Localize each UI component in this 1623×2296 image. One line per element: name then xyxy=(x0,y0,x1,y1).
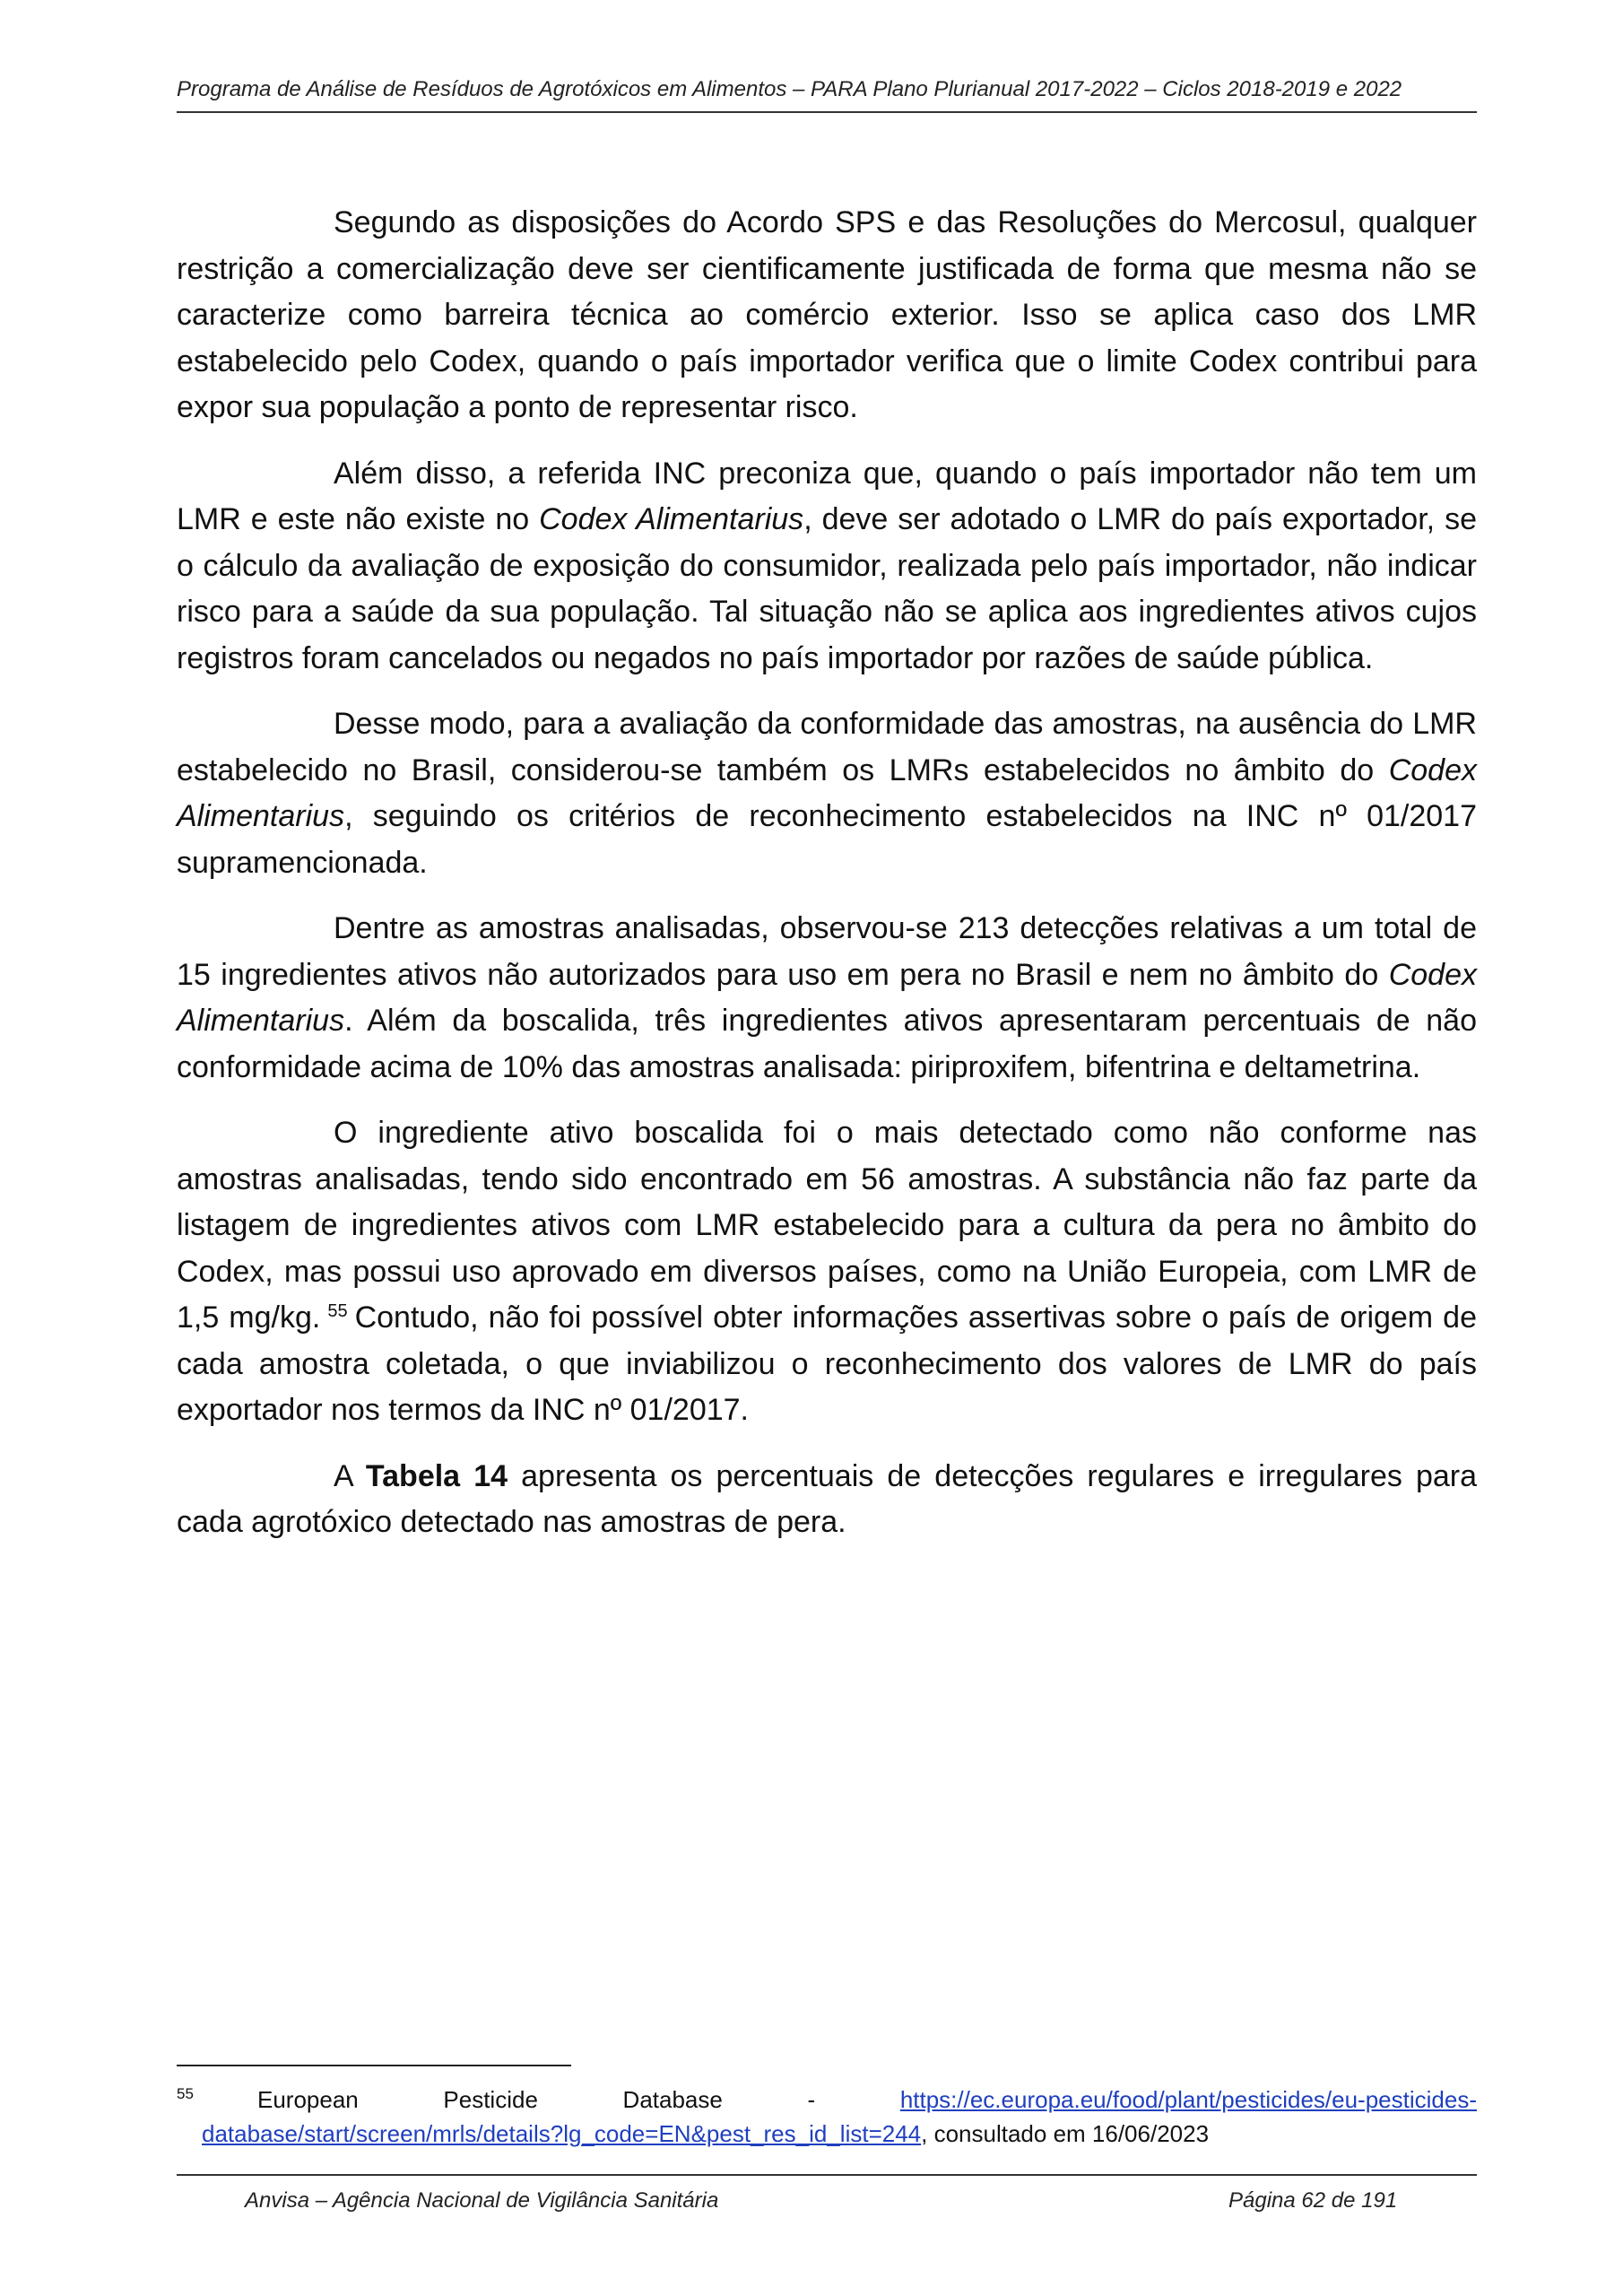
paragraph-4-text-a: Dentre as amostras analisadas, observou-se 213 detecções relativas a um total de 15 ingredientes ativos não autorizados para uso em pera no Brasil e nem no âmbito do xyxy=(177,911,1477,992)
paragraph-1-text: Segundo as disposições do Acordo SPS e das Resoluções do Mercosul, qualquer restrição a comercialização deve ser cientificamente justificada de forma que mesma não se caracterize como barreira técnica ao comércio exterior. Isso se aplica caso dos LMR estabelecido pelo Codex, quando o país importador verifica que o limite Codex contribui para expor sua população a ponto de representar risco. xyxy=(177,205,1477,424)
footnote-word-2: Pesticide xyxy=(443,2086,538,2113)
footnote-link-part-1[interactable]: https://ec.europa.eu/food/plant/pesticides/eu-pesticides- xyxy=(899,2086,1477,2113)
footnote-divider xyxy=(177,2065,571,2066)
paragraph-3-italic: Codex Alimentarius xyxy=(177,752,1477,833)
paragraph-2 xyxy=(177,451,1477,683)
footnote-number: 55 xyxy=(177,2085,194,2102)
paragraph-4-text-b: . Além da boscalida, três ingredientes ativos apresentaram percentuais de não conformidade acima de 10% das amostras analisada: piriproxifem, bifentrina e deltametrina. xyxy=(177,1004,1477,1084)
paragraph-3 xyxy=(177,701,1477,886)
body-text xyxy=(177,200,1477,1566)
paragraph-5-text-b: Contudo, não foi possível obter informações assertivas sobre o país de origem de cada amostra coletada, o que inviabilizou o reconhecimento dos valores de LMR do país exportador nos termos da INC nº 01/2017. xyxy=(177,1300,1477,1427)
paragraph-6-text-a: A xyxy=(334,1458,366,1493)
footnote-word-1: European xyxy=(257,2086,359,2113)
footer-divider xyxy=(177,2174,1477,2176)
paragraph-3-text-a: Desse modo, para a avaliação da conformidade das amostras, na ausência do LMR estabelecido no Brasil, considerou-se também os LMRs estabelecidos no âmbito do xyxy=(177,707,1477,787)
paragraph-1 xyxy=(177,200,1477,431)
footnote-word-3: Database xyxy=(622,2086,723,2113)
footnote-dash: - xyxy=(807,2086,816,2113)
paragraph-2-text-a: Além disso, a referida INC preconiza que, quando o país importador não tem um LMR e este não existe no xyxy=(177,456,1477,536)
paragraph-2-italic: Codex Alimentarius xyxy=(539,502,804,536)
footnote-suffix: , consultado em 16/06/2023 xyxy=(921,2120,1210,2147)
table-reference: Tabela 14 xyxy=(365,1458,508,1493)
header-divider xyxy=(177,111,1477,113)
footnote xyxy=(177,2083,1477,2151)
paragraph-5-text-a: O ingrediente ativo boscalida foi o mais detectado como não conforme nas amostras analisadas, tendo sido encontrado em 56 amostras. A substância não faz parte da listagem de ingredientes ativos com LMR estabelecido para a cultura da pera no âmbito do Codex, mas possui uso aprovado em diversos países, como na União Europeia, com LMR de 1,5 mg/kg. xyxy=(177,1116,1477,1335)
paragraph-4-italic: Codex Alimentarius xyxy=(177,957,1477,1038)
page-number: Página 62 de 191 xyxy=(1228,2188,1398,2213)
footer-agency: Anvisa – Agência Nacional de Vigilância Sanitária xyxy=(245,2188,719,2213)
footnote-line-2 xyxy=(177,2117,1477,2151)
footnote-reference[interactable]: 55 xyxy=(327,1300,348,1321)
paragraph-5 xyxy=(177,1110,1477,1434)
paragraph-4 xyxy=(177,906,1477,1091)
paragraph-6-text-b: apresenta os percentuais de detecções regulares e irregulares para cada agrotóxico detectado nas amostras de pera. xyxy=(177,1458,1478,1539)
footnote-link-part-2[interactable]: database/start/screen/mrls/details?lg_code=EN&pest_res_id_list=244 xyxy=(202,2120,922,2147)
footnote-line-1 xyxy=(177,2083,1477,2117)
paragraph-3-text-b: , seguindo os critérios de reconhecimento estabelecidos na INC nº 01/2017 supramencionada. xyxy=(177,799,1477,880)
running-header: Programa de Análise de Resíduos de Agrotóxicos em Alimentos – PARA Plano Plurianual 2017-2022 – Ciclos 2018-2019 e 2022 xyxy=(177,77,1402,101)
paragraph-6 xyxy=(177,1454,1477,1546)
paragraph-2-text-b: , deve ser adotado o LMR do país exportador, se o cálculo da avaliação de exposição do consumidor, realizada pelo país importador, não indicar risco para a saúde da sua população. Tal situação não se aplica aos ingredientes ativos cujos registros foram cancelados ou negados no país importador por razões de saúde pública. xyxy=(177,502,1477,675)
